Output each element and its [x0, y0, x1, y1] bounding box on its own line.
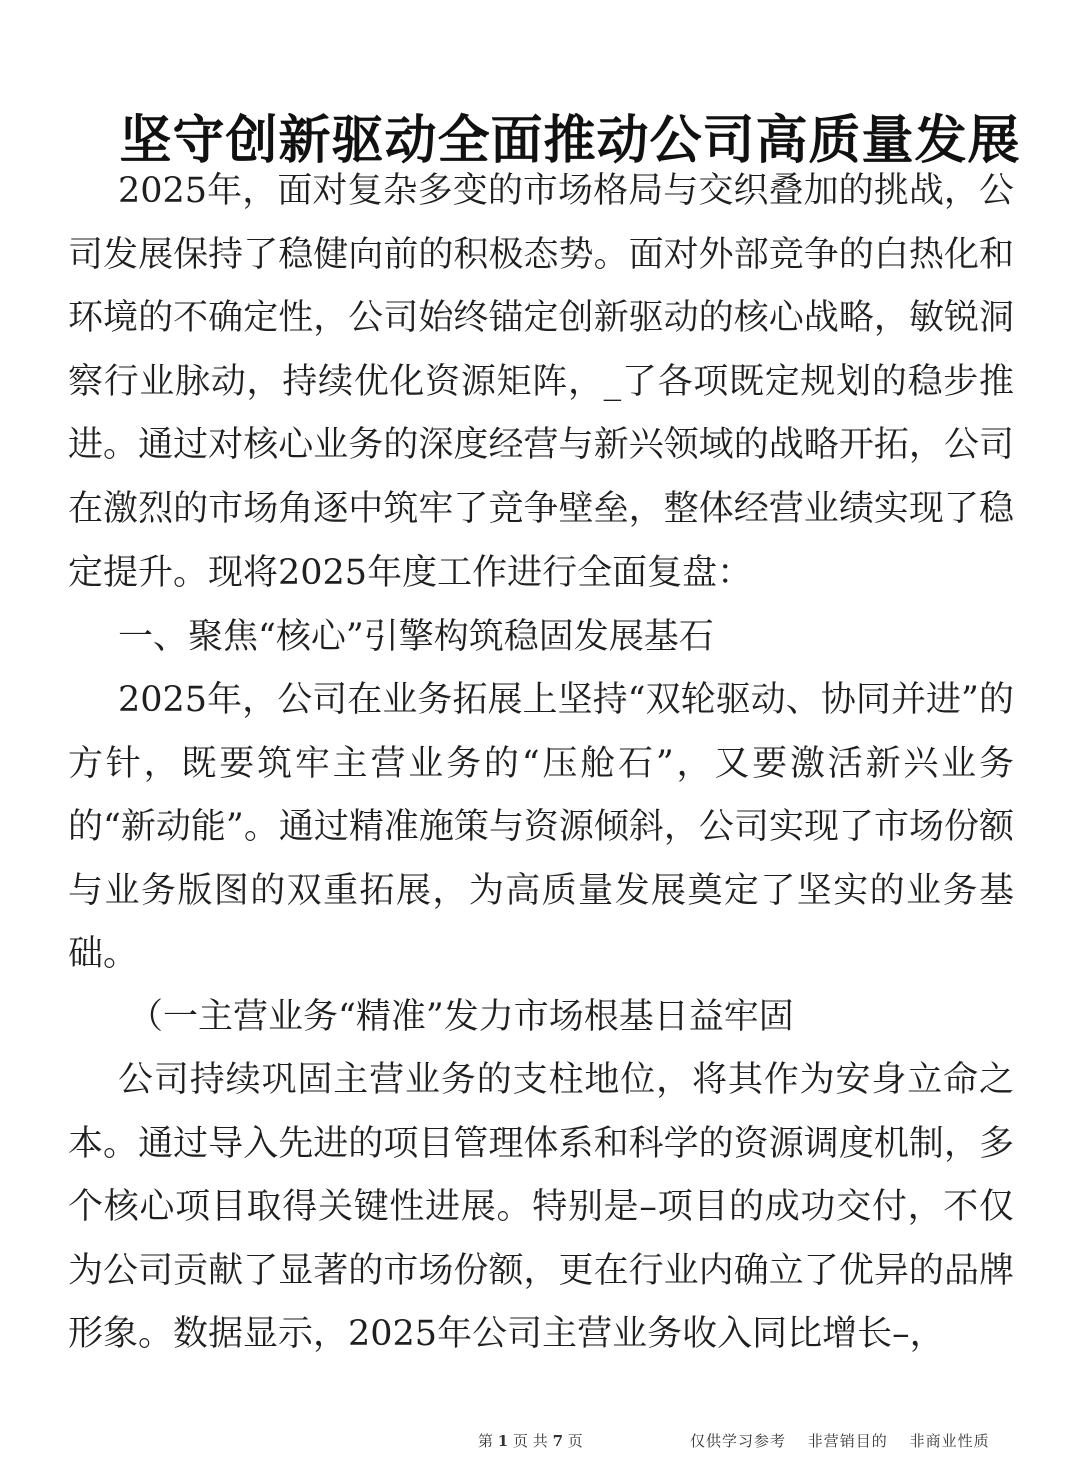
- page-label-mid: 页 共: [513, 1432, 548, 1450]
- footer-disclaimer: [690, 1430, 990, 1451]
- section-heading-1: 一、聚焦“核心”引擎构筑稳固发展基石: [118, 617, 714, 657]
- page-label-prefix: 第: [478, 1432, 494, 1450]
- page-label-suffix: 页: [567, 1432, 583, 1450]
- total-pages: 7: [552, 1432, 564, 1450]
- paragraph-section-1: 2025年，公司在业务拓展上坚持“双轮驱动、协同并进”的方针，既要筑牢主营业务的“压舱石”，又要激活新兴业务的“新动能”。通过精准施策与资源倾斜，公司实现了市场份额与业务版图的双重拓展，为高质量发展奠定了坚实的业务基础。: [68, 680, 1014, 975]
- page-number: [478, 1430, 583, 1451]
- current-page: 1: [497, 1432, 509, 1450]
- disclaimer-non-commercial: 非商业性质: [909, 1432, 990, 1450]
- disclaimer-study: 仅供学习参考: [690, 1432, 787, 1450]
- paragraph-subsection-1: 公司持续巩固主营业务的支柱地位，将其作为安身立命之本。通过导入先进的项目管理体系和科学的资源调度机制，多个核心项目取得关键性进展。特别是–项目的成功交付，不仅为公司贡献了显著的市场份额，更在行业内确立了优异的品牌形象。数据显示，2025年公司主营业务收入同比增长–，: [68, 1060, 1014, 1355]
- disclaimer-non-marketing: 非营销目的: [807, 1432, 888, 1450]
- page-footer: [0, 1430, 1080, 1454]
- paragraph-intro: 2025年，面对复杂多变的市场格局与交织叠加的挑战，公司发展保持了稳健向前的积极态势。面对外部竞争的白热化和环境的不确定性，公司始终锚定创新驱动的核心战略，敏锐洞察行业脉动，持续优化资源矩阵，_了各项既定规划的稳步推进。通过对核心业务的深度经营与新兴领域的战略开拓，公司在激烈的市场角逐中筑牢了竞争壁垒，整体经营业绩实现了稳定提升。现将2025年度工作进行全面复盘：: [68, 171, 1014, 593]
- subsection-heading-1: （一主营业务“精准”发力市场根基日益牢固: [128, 997, 794, 1037]
- document-title: 坚守创新驱动全面推动公司高质量发展: [119, 109, 1021, 171]
